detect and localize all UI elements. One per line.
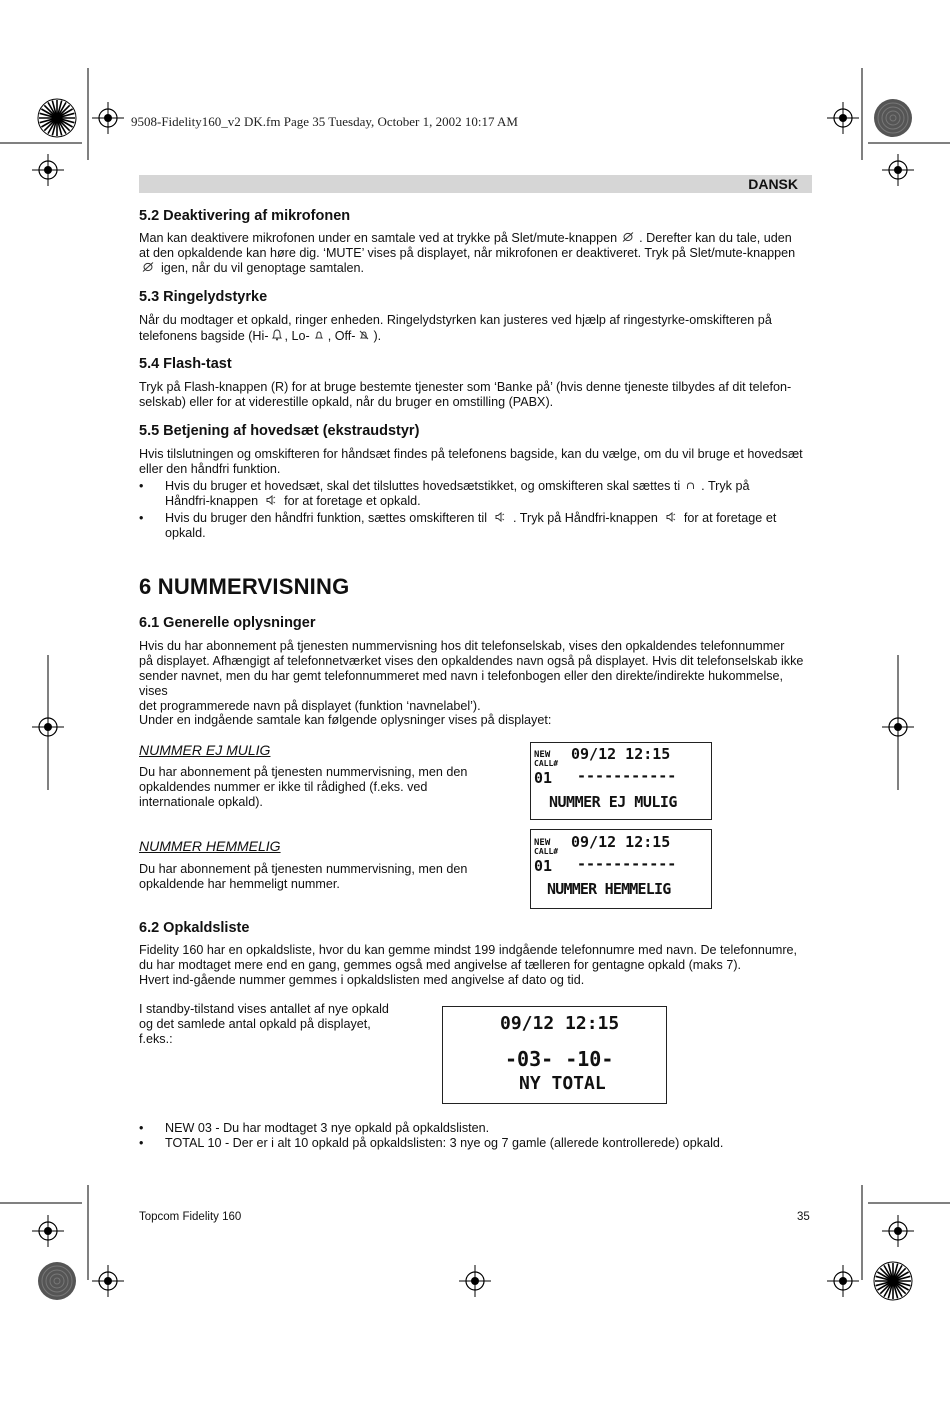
case-title-nummer-hemmelig: NUMMER HEMMELIG	[139, 838, 281, 854]
case-text-nummer-ej-mulig: Du har abonnement på tjenesten nummervisning, men den opkaldendes nummer er ikke til rådighed (f.eks. ved internationale opkald).	[139, 765, 468, 809]
lcd-call-label: CALL#	[534, 759, 559, 768]
lcd-datetime: 09/12 12:15	[500, 1013, 620, 1034]
lcd-index: 01	[534, 769, 553, 787]
page-number: 35	[797, 1211, 810, 1223]
case-title-nummer-ej-mulig: NUMMER EJ MULIG	[139, 742, 271, 758]
headset-icon	[686, 479, 695, 494]
lcd-counts: -03- -10-	[505, 1047, 614, 1071]
lcd-index: 01	[534, 857, 553, 875]
bell-high-icon	[271, 328, 283, 345]
footer-product: Topcom Fidelity 160	[139, 1211, 242, 1223]
lcd-message: NUMMER EJ MULIG	[549, 793, 677, 811]
lcd-new-label: NEW	[534, 838, 551, 848]
lcd-display-standby	[442, 1006, 667, 1104]
lcd-message: NUMMER HEMMELIG	[547, 880, 671, 898]
mute-icon	[621, 231, 635, 246]
heading-6-1: 6.1 Generelle oplysninger	[139, 615, 316, 631]
lcd-datetime: 09/12 12:15	[571, 745, 671, 763]
lcd-call-label: CALL#	[534, 847, 559, 856]
speaker-icon	[495, 511, 505, 526]
heading-5-4: 5.4 Flash-tast	[139, 356, 232, 372]
heading-6-2: 6.2 Opkaldsliste	[139, 920, 250, 936]
bell-off-icon	[359, 329, 369, 344]
paragraph-6-1: Hvis du har abonnement på tjenesten nummervisning hos dit telefonselskab, vises den opkaldendes telefonnummer på displayet. Afhængigt af telefonnetværket vises den opkaldendes navn også på displayet. Hvis dit telefonselskab ikke sender navnet, men du har gemt telefonnummeret med navn i telefonbogen eller den direkte/indirekte hukommelse, vises det programmerede navn på displayet (funktion ‘navnelabel’).	[139, 639, 804, 713]
lcd-display-nummer-ej-mulig	[530, 742, 712, 820]
heading-5-3: 5.3 Ringelydstyrke	[139, 289, 268, 305]
paragraph-5-4: Tryk på Flash-knappen (R) for at bruge bestemte tjenester som ‘Banke på’ (hvis denne tjeneste tilbydes af dit telefon- selskab) eller for at viderestille opkald, når du bruger en omstilling (PABX).	[139, 380, 792, 409]
lcd-labels: NY TOTAL	[519, 1073, 606, 1094]
paragraph-5-3: Når du modtager et opkald, ringer enheden. Ringelydstyrken kan justeres ved hjælp af ringestyrke-omskifteren på telefonens bagside (Hi- , Lo- , Off- ).	[139, 313, 813, 345]
paragraph-5-5: Hvis tilslutningen og omskifteren for håndsæt findes på telefonens bagside, kan du vælge, om du vil bruge et hovedsæt eller den håndfri funktion.	[139, 447, 803, 476]
case-text-nummer-hemmelig: Du har abonnement på tjenesten nummervisning, men den opkaldende har hemmeligt nummer.	[139, 862, 468, 891]
paragraph-standby: I standby-tilstand vises antallet af nye opkald og det samlede antal opkald på displayet, f.eks.:	[139, 1002, 389, 1046]
lcd-new-label: NEW	[534, 750, 551, 760]
lcd-dashes: -----------	[577, 767, 677, 785]
lcd-dashes: -----------	[577, 855, 677, 873]
paragraph-6-1-intro: Under en indgående samtale kan følgende oplysninger vises på displayet:	[139, 713, 552, 727]
heading-5-2: 5.2 Deaktivering af mikrofonen	[139, 208, 351, 224]
speaker-icon	[266, 494, 276, 509]
chapter-title: 6 NUMMERVISNING	[139, 574, 350, 599]
bell-low-icon	[314, 329, 324, 344]
lcd-display-nummer-hemmelig	[530, 829, 712, 909]
mute-icon	[141, 261, 155, 276]
file-info: 9508-Fidelity160_v2 DK.fm Page 35 Tuesday, October 1, 2002 10:17 AM	[131, 114, 518, 129]
heading-5-5: 5.5 Betjening af hovedsæt (ekstraudstyr)	[139, 423, 420, 439]
paragraph-5-2: Man kan deaktivere mikrofonen under en samtale ved at trykke på Slet/mute-knappen . Derefter kan du tale, uden at den opkaldende kan høre dig. ‘MUTE’ vises på displayet, når mikrofonen er deaktiveret. Tryk på Slet/mute-knappen igen, når du vil genoptage samtalen.	[139, 231, 796, 276]
language-label: DANSK	[748, 176, 798, 192]
paragraph-6-2: Fidelity 160 har en opkaldsliste, hvor du kan gemme mindst 199 indgående telefonnumre med navn. De telefonnumre, du har modtaget mere end en gang, gemmes også med angivelse af tælleren for gentagne opkald (maks 7). Hvert ind-gående nummer gemmes i opkaldslisten med angivelse af dato og tid.	[139, 943, 798, 987]
speaker-icon	[666, 511, 676, 526]
header-bar	[139, 175, 812, 193]
lcd-datetime: 09/12 12:15	[571, 833, 671, 851]
